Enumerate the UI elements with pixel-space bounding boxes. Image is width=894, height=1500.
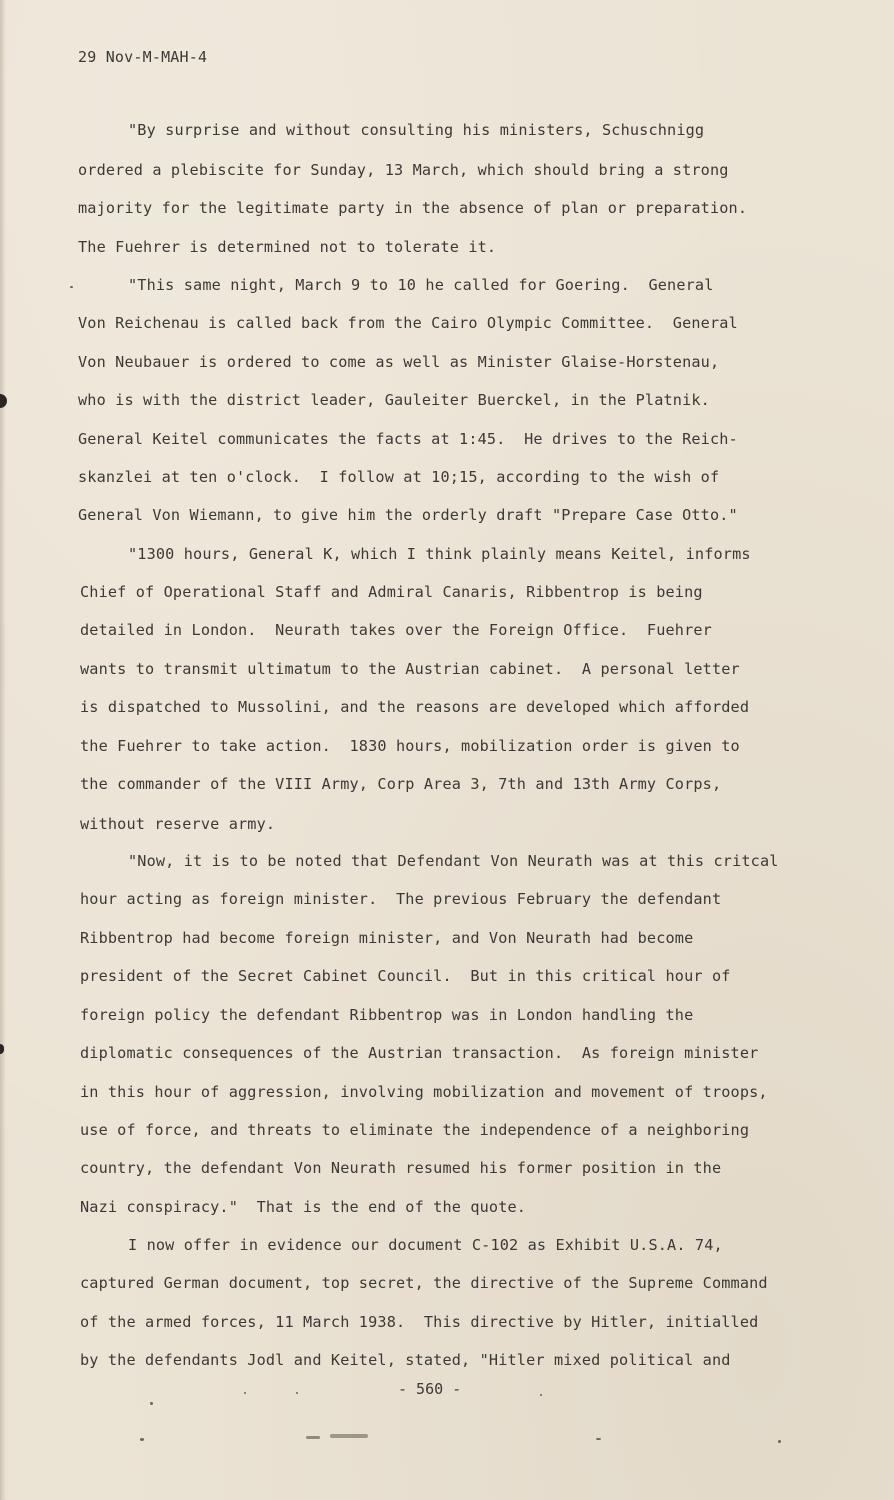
body-line: wants to transmit ultimatum to the Austrian cabinet. A personal letter [80,660,740,678]
body-line: hour acting as foreign minister. The previous February the defendant [80,890,722,908]
body-line: diplomatic consequences of the Austrian transaction. As foreign minister [80,1044,759,1062]
body-line: I now offer in evidence our document C-102 as Exhibit U.S.A. 74, [128,1236,723,1254]
body-line: use of force, and threats to eliminate the independence of a neighboring [80,1121,750,1139]
body-line: General Keitel communicates the facts at 1:45. He drives to the Reich- [78,430,738,448]
scan-speck [778,1440,781,1443]
body-line: the commander of the VIII Army, Corp Area 3, 7th and 13th Army Corps, [80,775,722,793]
body-line: the Fuehrer to take action. 1830 hours, mobilization order is given to [80,737,740,755]
page-number: - 560 - [398,1380,462,1398]
page-edge-shadow [0,0,6,1500]
body-line: by the defendants Jodl and Keitel, stated, "Hitler mixed political and [80,1351,731,1369]
body-line: "Now, it is to be noted that Defendant Von Neurath was at this critcal [128,852,779,870]
body-line: ordered a plebiscite for Sunday, 13 March, which should bring a strong [78,161,729,179]
body-line: Nazi conspiracy." That is the end of the quote. [80,1198,527,1216]
body-line: foreign policy the defendant Ribbentrop was in London handling the [80,1006,694,1024]
scan-speck [150,1402,153,1405]
body-line: without reserve army. [80,815,276,833]
body-line: "1300 hours, General K, which I think plainly means Keitel, informs [128,545,751,563]
document-header-reference: 29 Nov-M-MAH-4 [78,48,208,66]
body-line: majority for the legitimate party in the absence of plan or preparation. [78,199,748,217]
body-line: skanzlei at ten o'clock. I follow at 10;15, according to the wish of [78,468,720,486]
scan-speck [244,1392,246,1394]
body-line: "This same night, March 9 to 10 he called for Goering. General [128,276,714,294]
body-line: of the armed forces, 11 March 1938. This directive by Hitler, initialled [80,1313,759,1331]
body-line: is dispatched to Mussolini, and the reasons are developed which afforded [80,698,750,716]
scan-speck [540,1394,542,1396]
body-line: General Von Wiemann, to give him the orderly draft "Prepare Case Otto." [78,506,738,524]
body-line: captured German document, top secret, the directive of the Supreme Command [80,1274,768,1292]
scan-speck [70,286,73,288]
body-line: The Fuehrer is determined not to tolerate it. [78,238,497,256]
scan-speck [140,1438,144,1441]
body-line: detailed in London. Neurath takes over the Foreign Office. Fuehrer [80,621,712,639]
scan-speck [296,1392,298,1394]
body-line: Von Reichenau is called back from the Cairo Olympic Committee. General [78,314,738,332]
scan-speck [596,1438,601,1440]
body-line: Von Neubauer is ordered to come as well as Minister Glaise-Horstenau, [78,353,720,371]
body-line: country, the defendant Von Neurath resumed his former position in the [80,1159,722,1177]
scan-speck [330,1434,368,1438]
body-line: in this hour of aggression, involving mobilization and movement of troops, [80,1083,768,1101]
body-line: president of the Secret Cabinet Council. But in this critical hour of [80,967,731,985]
body-line: who is with the district leader, Gauleiter Buerckel, in the Platnik. [78,391,710,409]
body-line: "By surprise and without consulting his ministers, Schuschnigg [128,121,705,139]
body-line: Chief of Operational Staff and Admiral Canaris, Ribbentrop is being [80,583,703,601]
scan-speck [306,1436,320,1439]
body-line: Ribbentrop had become foreign minister, and Von Neurath had become [80,929,694,947]
